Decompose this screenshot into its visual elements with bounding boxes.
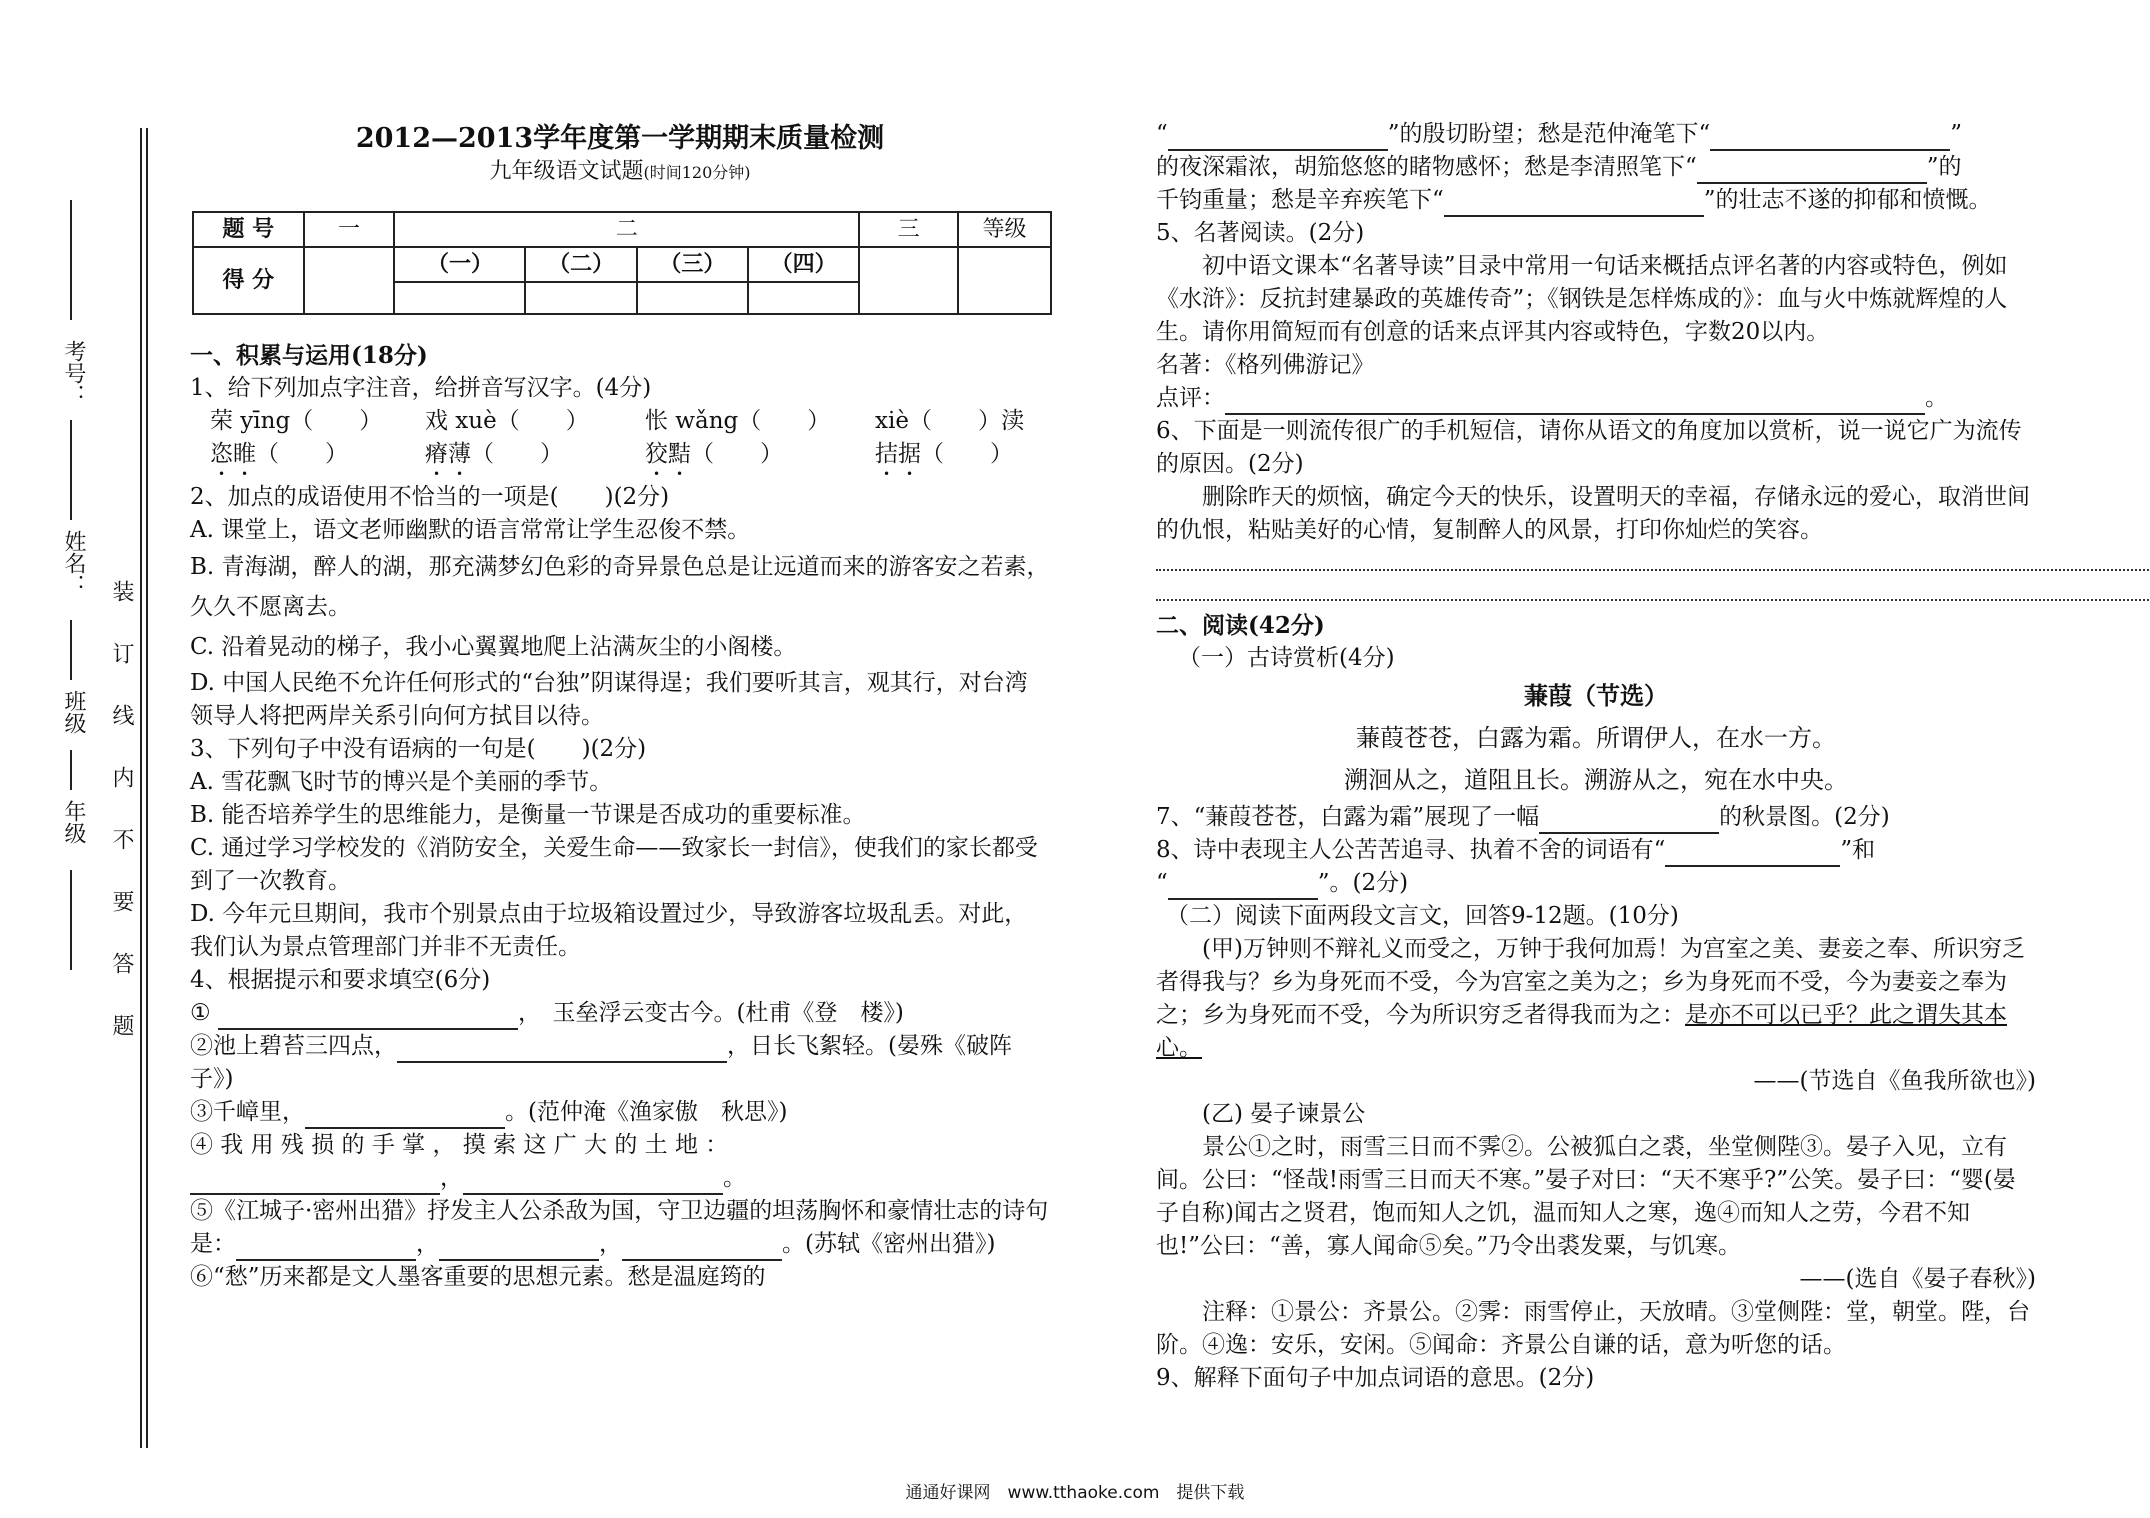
q5-comment-label: 点评：: [1156, 385, 1225, 411]
q4-item-2: [190, 1030, 1050, 1096]
q4-item-3: [190, 1096, 1050, 1129]
sub-header-4: （四）: [748, 247, 859, 282]
r-line-3: [1156, 184, 2036, 217]
right-column: [1156, 118, 2036, 1395]
passage-jia-underlined: 是亦不可以已乎？此之谓失其本心。: [1156, 1002, 2007, 1061]
passage-yi-source: ——(选自《晏子春秋》): [1799, 1266, 2036, 1292]
answer-blank[interactable]: [236, 1233, 416, 1261]
q3-option-c: C. 通过学习学校发的《消防安全，关爱生命——致家长一封信》，使我们的家长都受到了一次教育。: [190, 835, 1038, 894]
q4-item-5: ⑤《江城子·密州出猎》抒发主人公杀敌为国，守卫边疆的坦荡胸怀和豪情壮志的诗句是： ， ， 。(苏轼《密州出猎》): [190, 1195, 1050, 1261]
notes: 注释：①景公：齐景公。②霁：雨雪停止，天放晴。③堂侧陛：堂，朝堂。陛，台阶。④逸：安乐，安闲。⑤闻命：齐景公自谦的话，意为听您的话。: [1156, 1299, 2030, 1358]
answer-blank[interactable]: [1697, 156, 1927, 184]
score-cell-2-4[interactable]: [748, 282, 859, 314]
q4-1-pre: ①: [190, 1000, 211, 1026]
r-line-1: “ ”的殷切盼望；愁是范仲淹笔下“ ”: [1156, 118, 2036, 151]
q9-prompt: 9、解释下面句子中加点词语的意思。(2分): [1156, 1365, 1595, 1391]
passage-jia: [1156, 933, 2036, 1065]
grade-blank: [70, 750, 72, 790]
q4-item-4-blanks: ， 。: [190, 1162, 1050, 1195]
col-header-grade: 等级: [958, 212, 1051, 247]
passage-yi: 景公①之时，雨雪三日而不霁②。公被狐白之裘，坐堂侧陛③。晏子入见，立有间。公曰：“怪哉!雨雪三日而天不寒。”晏子对曰：“天不寒乎?”公笑。晏子曰：“婴(晏子自称)闻古之贤君，饱而知人之饥，温而知人之寒，逸④而知人之劳，今君不知也!”公曰：“善，寡人闻命⑤矣。”乃令出裘发粟，与饥寒。: [1156, 1134, 2016, 1259]
class-blank: [70, 620, 72, 680]
q3-prompt: 3、下列句子中没有语病的一句是( )(2分): [190, 736, 647, 762]
subtitle-text: 九年级语文试题: [489, 159, 644, 184]
class-label: 班级: [61, 690, 86, 734]
q1-item[interactable]: xiè（ ）渎: [875, 408, 1024, 434]
q2-option-a: A. 课堂上，语文老师幽默的语言常常让学生忍俊不禁。: [190, 517, 751, 543]
poem-title: 蒹葭（节选）: [1524, 682, 1668, 710]
score-table: [192, 211, 1052, 315]
answer-blank[interactable]: [622, 1233, 782, 1261]
grade-line: [70, 870, 72, 970]
passage-jia-text: (甲)万钟则不辩礼义而受之，万钟于我何加焉！为宫室之美、妻妾之奉、所识穷乏者得我与？乡为身死而不受，今为宫室之美为之；乡为身死而不受，今为妻妾之奉为之；乡为身死而不受，今为所识穷乏者得我而为之：: [1156, 936, 2025, 1028]
q2-option-c: C. 沿着晃动的梯子，我小心翼翼地爬上沾满灰尘的小阁楼。: [190, 634, 797, 660]
answer-blank[interactable]: [397, 1035, 727, 1063]
q7-post: 的秋景图。(2分): [1719, 804, 1890, 830]
score-cell-3[interactable]: [859, 247, 958, 314]
q1-prompt: 1、给下列加点字注音，给拼音写汉字。(4分): [190, 375, 652, 401]
q6-prompt: 6、下面是一则流传很广的手机短信，请你从语文的角度加以赏析，说一说它广为流传的原因。(2分): [1156, 418, 2022, 477]
q4-2-pre: ②池上碧苔三四点，: [190, 1033, 397, 1059]
exam-no-label: 考号：: [61, 340, 86, 406]
q4-prompt: 4、根据提示和要求填空(6分): [190, 967, 491, 993]
q8-mid: ”和: [1840, 837, 1876, 863]
grade-label: 年级: [61, 800, 86, 844]
q1-item[interactable]: 怅 wǎng（ ）: [645, 408, 831, 434]
answer-blank[interactable]: [463, 1167, 723, 1195]
time-note: (时间120分钟): [643, 163, 751, 182]
answer-line[interactable]: [1156, 547, 2150, 571]
q2-option-b: B. 青海湖，醉人的湖，那充满梦幻色彩的奇异景色总是让远道而来的游客安之若素，久久不愿离去。: [190, 554, 1050, 620]
sub-header-2: （二）: [525, 247, 636, 282]
q4-5-text: ⑤《江城子·密州出猎》抒发主人公杀敌为国，守卫边疆的坦荡胸怀和豪情壮志的诗句是：: [190, 1198, 1049, 1257]
row-label-score: 得 分: [193, 247, 304, 314]
q5-text: 初中语文课本“名著导读”目录中常用一句话来概括点评名著的内容或特色，例如《水浒》：反抗封建暴政的英雄传奇”；《钢铁是怎样炼成的》：血与火中炼就辉煌的人生。请你用简短而有创意的话来点评其内容或特色，字数20以内。: [1156, 253, 2008, 345]
q5-book: 名著：《格列佛游记》: [1156, 352, 1375, 378]
q3-option-a: A. 雪花飘飞时节的博兴是个美丽的季节。: [190, 769, 613, 795]
answer-blank[interactable]: [1665, 839, 1840, 867]
section-1-title: 一、积累与运用(18分): [190, 342, 428, 369]
q1-item[interactable]: 狡黠（ ）: [645, 441, 783, 467]
q1-row-1: [190, 405, 1050, 438]
q3-option-d: D. 今年元旦期间，我市个别景点由于垃圾箱设置过少，导致游客垃圾乱丢。对此，我们认为景点管理部门并非不无责任。: [190, 901, 1028, 960]
answer-blank[interactable]: [1539, 806, 1719, 834]
score-cell-grade[interactable]: [958, 247, 1051, 314]
sub-header-1: （一）: [394, 247, 525, 282]
answer-blank[interactable]: [218, 1002, 518, 1030]
q8-cont: “ ”。(2分): [1156, 867, 2036, 900]
q7: [1156, 801, 2036, 834]
col-header-3: 三: [859, 212, 958, 247]
q4-item-1: [190, 997, 1050, 1030]
q1-item[interactable]: 荣 yīng（ ）: [210, 408, 383, 434]
answer-line[interactable]: [1156, 577, 2150, 601]
q1-item[interactable]: 恣睢（ ）: [210, 441, 348, 467]
q1-item[interactable]: 瘠薄（ ）: [425, 441, 563, 467]
q5-comment-row: 点评： 。: [1156, 382, 2036, 415]
sub-header-3: （三）: [637, 247, 748, 282]
q3-option-b: B. 能否培养学生的思维能力，是衡量一节课是否成功的重要标准。: [190, 802, 866, 828]
q1-item[interactable]: 戏 xuè（ ）: [425, 408, 589, 434]
answer-blank[interactable]: [305, 1101, 505, 1129]
answer-blank[interactable]: [439, 1233, 599, 1261]
q6-text: 删除昨天的烦恼，确定今天的快乐，设置明天的幸福，存储永远的爱心，取消世间的仇恨，粘贴美好的心情，复制醉人的风景，打印你灿烂的笑容。: [1156, 484, 2030, 543]
r3-post: ”的壮志不遂的抑郁和愤慨。: [1703, 187, 1992, 213]
col-header-1: 一: [304, 212, 395, 247]
r3-pre: 千钧重量；愁是辛弃疾笔下“: [1156, 187, 1444, 213]
score-cell-2-1[interactable]: [394, 282, 525, 314]
poem: [1156, 675, 2036, 801]
answer-blank[interactable]: [1168, 123, 1388, 151]
passage-yi-title: (乙) 晏子谏景公: [1202, 1101, 1366, 1127]
left-column: [190, 110, 1050, 1294]
seal-warning: 装订线内不要答题: [109, 580, 134, 1076]
answer-blank[interactable]: [1710, 123, 1950, 151]
q8-end: ”。(2分): [1317, 870, 1409, 896]
q4-item-6: ⑥“愁”历来都是文人墨客重要的思想元素。愁是温庭筠的: [190, 1264, 766, 1290]
q4-2-post: ，日长飞絮轻。(晏殊《破阵子》): [190, 1033, 1012, 1092]
q8: [1156, 834, 2036, 867]
q4-3-post: 。(范仲淹《渔家傲 秋思》): [505, 1099, 788, 1125]
section-2-title: 二、阅读(42分): [1156, 612, 1325, 639]
score-cell-2-2[interactable]: [525, 282, 636, 314]
page-subtitle: [190, 155, 1050, 189]
binding-line-outer: [140, 128, 142, 1448]
passage-jia-source: ——(节选自《鱼我所欲也》): [1753, 1068, 2036, 1094]
q7-pre: 7、“蒹葭苍苍，白露为霜”展现了一幅: [1156, 804, 1540, 830]
r-line-2: 的夜深霜浓，胡笳悠悠的睹物感怀；愁是李清照笔下“ ”的: [1156, 151, 2036, 184]
sub-section-2: （二）阅读下面两段文言文，回答9-12题。(10分): [1166, 903, 1679, 929]
q4-3-pre: ③千嶂里，: [190, 1099, 305, 1125]
q4-item-4: ④ 我 用 残 损 的 手 掌 ， 摸 索 这 广 大 的 土 地 ：: [190, 1132, 729, 1158]
binding-fields: [52, 190, 112, 990]
score-cell-2-3[interactable]: [637, 282, 748, 314]
exam-no-blank: [70, 200, 72, 320]
q4-1-post: ， 玉垒浮云变古今。(杜甫《登 楼》): [517, 1000, 904, 1026]
answer-blank[interactable]: [190, 1167, 440, 1195]
q1-item[interactable]: 拮据（ ）: [875, 441, 1013, 467]
binding-line-inner: [146, 128, 148, 1448]
r2-pre: 的夜深霜浓，胡笳悠悠的睹物感怀；愁是李清照笔下“: [1156, 154, 1697, 180]
score-cell-1[interactable]: [304, 247, 395, 314]
q5-prompt: 5、名著阅读。(2分): [1156, 220, 1365, 246]
answer-blank[interactable]: [1444, 189, 1704, 217]
q2-option-d: D. 中国人民绝不允许任何形式的“台独”阴谋得逞；我们要听其言，观其行，对台湾领导人将把两岸关系引向何方拭目以待。: [190, 670, 1028, 729]
q2-prompt: 2、加点的成语使用不恰当的一项是( )(2分): [190, 484, 670, 510]
footer-credit: 通通好课网 www.tthaoke.com 提供下载: [905, 1483, 1245, 1503]
poem-line-2: 溯洄从之，道阻且长。溯游从之，宛在水中央。: [1344, 766, 1848, 794]
answer-blank[interactable]: [1225, 387, 1925, 415]
col-header-label: 题 号: [193, 212, 304, 247]
q8-pre: 8、诗中表现主人公苦苦追寻、执着不舍的词语有“: [1156, 837, 1666, 863]
name-label: 姓名：: [61, 530, 86, 596]
sub-section-1: （一）古诗赏析(4分): [1178, 645, 1395, 671]
q1-row-2: [190, 438, 1050, 481]
q4-5-post: 。(苏轼《密州出猎》): [782, 1231, 996, 1257]
answer-blank[interactable]: [1168, 872, 1318, 900]
r1-mid: ”的殷切盼望；愁是范仲淹笔下“: [1387, 121, 1711, 147]
poem-line-1: 蒹葭苍苍，白露为霜。所谓伊人，在水一方。: [1356, 724, 1836, 752]
page-title: 2012—2013学年度第一学期期末质量检测: [355, 123, 885, 154]
name-blank: [70, 420, 72, 520]
col-header-2: 二: [394, 212, 859, 247]
